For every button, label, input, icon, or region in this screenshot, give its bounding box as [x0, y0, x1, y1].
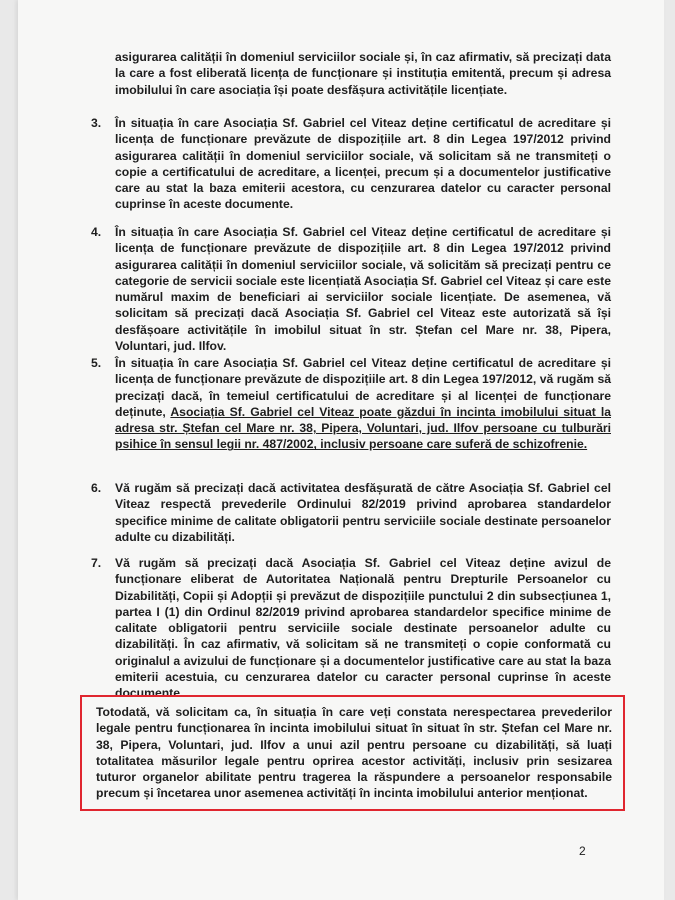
item-7-number: 7. [91, 556, 102, 570]
page-number: 2 [579, 844, 586, 858]
item-6-paragraph: Vă rugăm să precizați dacă activitatea desfășurată de către Asociația Sf. Gabriel cel Viteaz respectă prevederile Ordinului 82/2019 privind aprobarea standardelor specifice minime de calitate obligatorii pentru serviciile sociale destinate persoanelor adulte cu dizabilități. [115, 481, 611, 544]
item-5-paragraph [115, 355, 611, 453]
document-page [18, 0, 664, 900]
item-5-text: În situația în care Asociația Sf. Gabriel cel Viteaz deține certificatul de acreditare și licența de funcționare prevăzute de dispozițiile art. 8 din Legea 197/2012, vă rugăm să precizați dacă, în temeiul certificatului de acreditare și al licenței de funcționare deținute, [115, 356, 611, 419]
item-5-underlined-text: Asociația Sf. Gabriel cel Viteaz poate găzdui în incinta imobilului situat la adresa str. Ștefan cel Mare nr. 38, Pipera, Voluntari, jud. Ilfov persoane cu tulburări psihice în sensul legii nr. 487/2002, inclusiv persoane care suferă de schizofrenie. [115, 404, 611, 452]
intro-continuation-paragraph: asigurarea calității în domeniul serviciilor sociale și, în caz afirmativ, să precizați data la care a fost eliberată licența de funcționare și instituția emitentă, precum și adresa imobilului în care asociația își poate desfășura activitățile licențiate. [115, 50, 611, 97]
closing-request-paragraph: Totodată, vă solicitam ca, în situația în care veți constata nerespectarea prevederilor legale pentru funcționarea în incinta imobilului situat în situat în str. Ștefan cel Mare nr. 38, Pipera, Voluntari, jud. Ilfov a unui azil pentru persoane cu dizabilități, să luați totalitatea măsurilor legale pentru oprirea acestor activități, inclusiv prin sesizarea tuturor organelor abilitate pentru tragerea la răspundere a persoanelor responsabile precum și încetarea unor asemenea activități în incinta imobilului anterior menționat. [96, 705, 612, 801]
item-4-paragraph: În situația în care Asociația Sf. Gabriel cel Viteaz deține certificatul de acreditare și licența de funcționare prevăzute de dispozițiile art. 8 din Legea 197/2012 privind asigurarea calității în domeniul serviciilor sociale, vă solicităm să precizați pentru ce categorie de servicii sociale este licențiată Asociația Sf. Gabriel cel Viteaz și care este numărul maxim de beneficiari ai serviciilor sociale licențiate. De asemenea, vă solicitam să precizați dacă Asociația Sf. Gabriel cel Viteaz este autorizată să își desfășoare activitățile în imobilul situat în str. Ștefan cel Mare nr. 38, Pipera, Voluntari, jud. Ilfov. [115, 225, 611, 354]
item-5-number: 5. [91, 356, 102, 370]
item-6-number: 6. [91, 481, 102, 495]
item-3-number: 3. [91, 116, 102, 130]
item-7-paragraph: Vă rugăm să precizați dacă Asociația Sf. Gabriel cel Viteaz deține avizul de funcționare eliberat de Autoritatea Națională pentru Drepturile Persoanelor cu Dizabilități, Copii și Adopții și prevăzut de dispozițiile punctului 2 din subsecțiunea 1, partea I (1) din Ordinul 82/2019 privind aprobarea standardelor specifice minime de calitate obligatorii pentru serviciile sociale destinate persoanelor adulte cu dizabilități. În caz afirmativ, vă solicitam să ne transmiteți o copie conformată cu originalul a avizului de funcționare și a documentelor justificative care au stat la baza emiterii acestuia, cu cenzurarea datelor cu caracter personal cuprinse în aceste documente [115, 556, 611, 701]
item-4-number: 4. [91, 225, 102, 239]
item-3-paragraph: În situația în care Asociația Sf. Gabriel cel Viteaz deține certificatul de acreditare și licența de funcționare prevăzute de dispozițiile art. 8 din Legea 197/2012 privind asigurarea calității în domeniul serviciilor sociale, vă solicitam să ne transmiteți o copie a certificatului de acreditare, a licenței, precum și a documentelor justificative care au stat la baza emiterii acestora, cu cenzurarea datelor cu caracter personal cuprinse în aceste documente. [115, 116, 611, 212]
